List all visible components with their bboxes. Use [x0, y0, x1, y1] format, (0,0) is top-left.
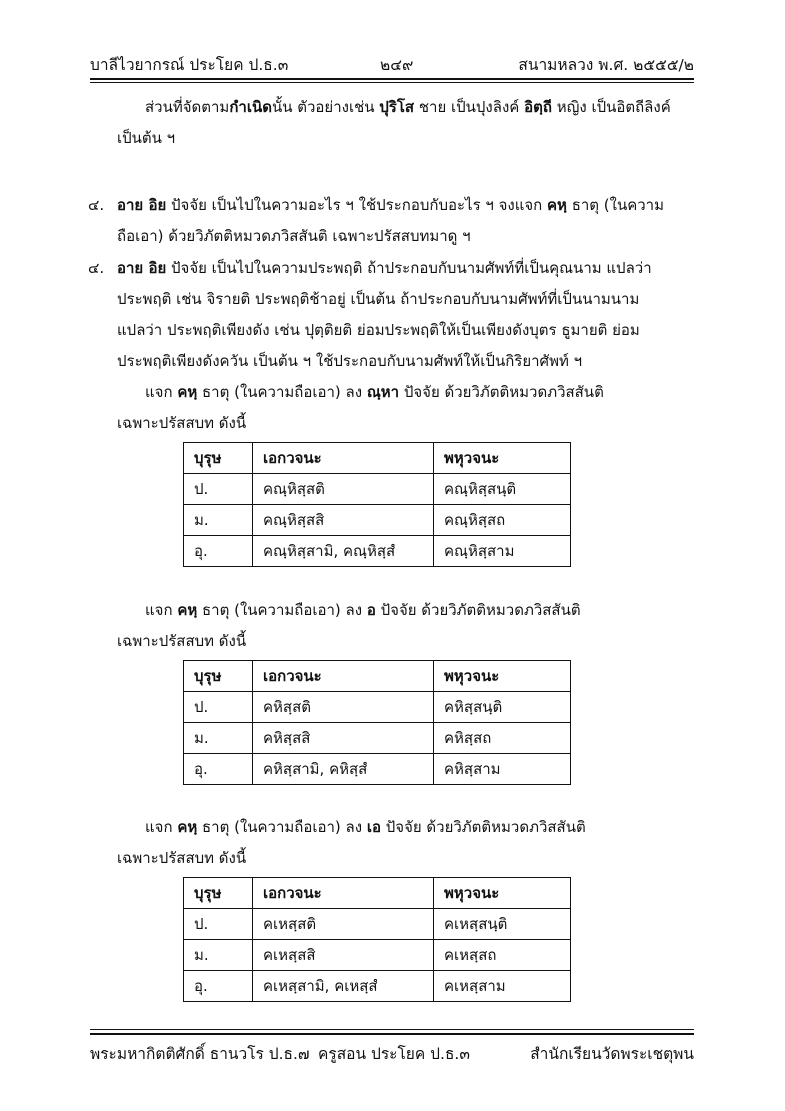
- header-rule-thick: [90, 78, 694, 80]
- cell-plural: คณฺหิสฺสาม: [434, 536, 571, 567]
- intro-line-2: เป็นต้น ฯ: [117, 129, 176, 147]
- cell-singular: คหิสฺสามิ, คหิสฺสํ: [253, 754, 434, 785]
- section-1-intro-line-2: เฉพาะปรัสสบท ดังนี้: [117, 414, 247, 432]
- cell-plural: คหิสฺสนฺติ: [434, 692, 571, 723]
- cell-plural: คณฺหิสฺสถ: [434, 505, 571, 536]
- answer-line-3: แปลว่า ประพฤติเพียงดัง เช่น ปุตฺติยติ ย่อมประพฤติให้เป็นเพียงดังบุตร ธูมายติ ย่อม: [117, 321, 640, 339]
- header-singular: เอกวจนะ: [253, 878, 434, 909]
- header-person: บุรุษ: [184, 878, 253, 909]
- table-row: [184, 692, 571, 723]
- table-row: [184, 505, 571, 536]
- cell-plural: คเหสฺสนฺติ: [434, 909, 571, 940]
- cell-plural: คณฺหิสฺสนฺติ: [434, 474, 571, 505]
- cell-singular: คเหสฺสามิ, คเหสฺสํ: [253, 971, 434, 1002]
- table-row: [184, 536, 571, 567]
- footer-author: พระมหากิตติศักดิ์ ธานวโร ป.ธ.๗: [90, 1045, 310, 1063]
- cell-person: อุ.: [184, 971, 253, 1002]
- section-2-intro-line-2: เฉพาะปรัสสบท ดังนี้: [117, 632, 247, 650]
- page-header: [90, 52, 694, 76]
- footer-rule-thick: [90, 1033, 694, 1035]
- footer-role: ครูสอน ประโยค ป.ธ.๓: [318, 1045, 470, 1063]
- table-header-row: [184, 443, 571, 474]
- table-row: [184, 909, 571, 940]
- cell-plural: คหิสฺสาม: [434, 754, 571, 785]
- conjugation-table-1: [183, 442, 571, 567]
- answer-line-4: ประพฤติเพียงดังควัน เป็นต้น ฯ ใช้ประกอบกับนามศัพท์ให้เป็นกิริยาศัพท์ ฯ: [117, 352, 583, 370]
- cell-person: อุ.: [184, 536, 253, 567]
- footer-institution: สำนักเรียนวัดพระเชตุพน: [530, 1045, 694, 1063]
- section-1-intro: แจก คหฺ ธาตุ (ในความถือเอา) ลง ณฺหา ปัจจัย ด้วยวิภัตติหมวดภวิสสันติ: [145, 383, 604, 401]
- answer-line-2: ประพฤติ เช่น จิรายติ ประพฤติช้าอยู่ เป็นต้น ถ้าประกอบกับนามศัพท์ที่เป็นนามนาม: [117, 290, 640, 308]
- cell-singular: คหิสฺสสิ: [253, 723, 434, 754]
- page-footer: [90, 1041, 694, 1065]
- cell-person: ม.: [184, 940, 253, 971]
- header-exam-info: สนามหลวง พ.ศ. ๒๕๕๕/๒: [518, 56, 694, 74]
- table-row: [184, 723, 571, 754]
- table-row: [184, 754, 571, 785]
- cell-plural: คหิสฺสถ: [434, 723, 571, 754]
- table-header-row: [184, 661, 571, 692]
- cell-singular: คณฺหิสฺสสิ: [253, 505, 434, 536]
- header-plural: พหุวจนะ: [434, 661, 571, 692]
- header-singular: เอกวจนะ: [253, 443, 434, 474]
- header-person: บุรุษ: [184, 661, 253, 692]
- answer-number: ๔.: [88, 259, 105, 277]
- header-person: บุรุษ: [184, 443, 253, 474]
- cell-singular: คณฺหิสฺสติ: [253, 474, 434, 505]
- table-row: [184, 971, 571, 1002]
- cell-plural: คเหสฺสาม: [434, 971, 571, 1002]
- cell-person: ม.: [184, 505, 253, 536]
- conjugation-table-2: [183, 660, 571, 785]
- cell-person: ม.: [184, 723, 253, 754]
- intro-line-1: ส่วนที่จัดตามกำเนิดนั้น ตัวอย่างเช่น ปุริโส ชาย เป็นปุงลิงค์ อิตฺถี หญิง เป็นอิตถีลิงค์: [145, 98, 671, 116]
- header-plural: พหุวจนะ: [434, 443, 571, 474]
- section-3-intro: แจก คหฺ ธาตุ (ในความถือเอา) ลง เอ ปัจจัย ด้วยวิภัตติหมวดภวิสสันติ: [145, 818, 586, 836]
- footer-rule-thin: [90, 1029, 694, 1030]
- cell-person: อุ.: [184, 754, 253, 785]
- table-row: [184, 940, 571, 971]
- table-header-row: [184, 878, 571, 909]
- header-singular: เอกวจนะ: [253, 661, 434, 692]
- question-number: ๔.: [88, 196, 105, 214]
- page-number: ๒๔๙: [380, 56, 414, 74]
- cell-person: ป.: [184, 474, 253, 505]
- conjugation-table-3: [183, 877, 571, 1002]
- table-row: [184, 474, 571, 505]
- header-rule-thin: [90, 82, 694, 83]
- section-3-intro-line-2: เฉพาะปรัสสบท ดังนี้: [117, 849, 247, 867]
- header-book-title: บาลีไวยากรณ์ ประโยค ป.ธ.๓: [90, 56, 289, 74]
- header-plural: พหุวจนะ: [434, 878, 571, 909]
- question-line-1: อาย อิย ปัจจัย เป็นไปในความอะไร ฯ ใช้ประกอบกับอะไร ฯ จงแจก คหฺ ธาตุ (ในความ: [117, 196, 664, 214]
- answer-line-1: อาย อิย ปัจจัย เป็นไปในความประพฤติ ถ้าประกอบกับนามศัพท์ที่เป็นคุณนาม แปลว่า: [117, 259, 652, 277]
- section-2-intro: แจก คหฺ ธาตุ (ในความถือเอา) ลง อ ปัจจัย ด้วยวิภัตติหมวดภวิสสันติ: [145, 601, 581, 619]
- cell-singular: คณฺหิสฺสามิ, คณฺหิสฺสํ: [253, 536, 434, 567]
- question-line-2: ถือเอา) ด้วยวิภัตติหมวดภวิสสันติ เฉพาะปรัสสบทมาดู ฯ: [117, 227, 471, 245]
- cell-person: ป.: [184, 692, 253, 723]
- cell-plural: คเหสฺสถ: [434, 940, 571, 971]
- cell-singular: คเหสฺสสิ: [253, 940, 434, 971]
- cell-person: ป.: [184, 909, 253, 940]
- cell-singular: คเหสฺสติ: [253, 909, 434, 940]
- cell-singular: คหิสฺสติ: [253, 692, 434, 723]
